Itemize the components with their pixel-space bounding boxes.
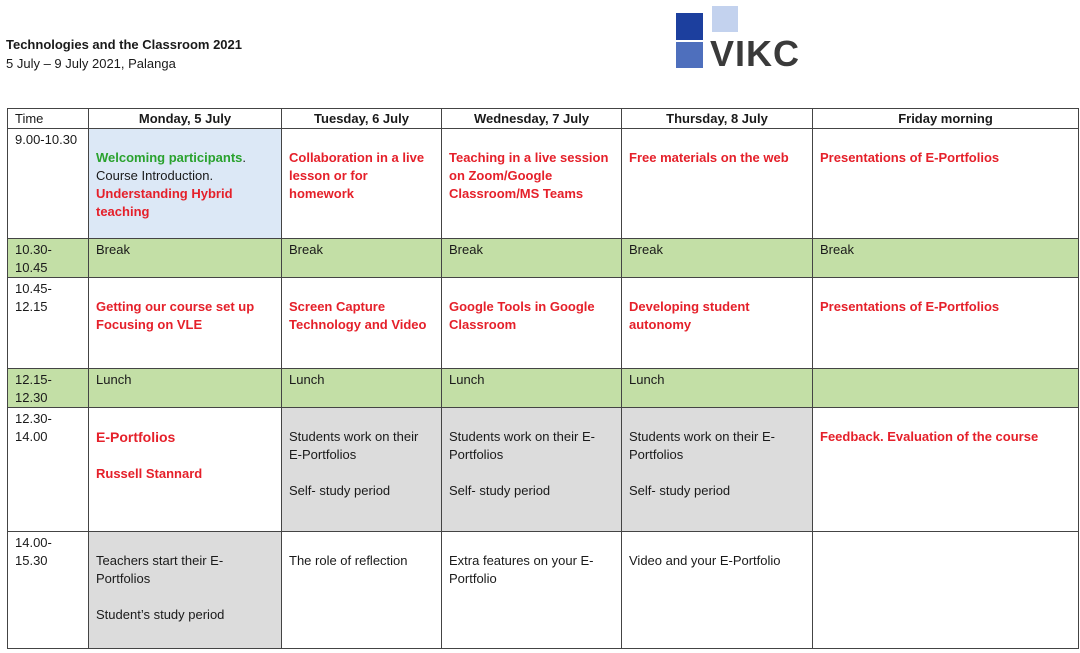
break-cell: Break — [622, 239, 813, 278]
table-row — [8, 369, 1079, 408]
session-cell — [813, 532, 1079, 649]
logo-square-mid — [676, 42, 703, 68]
header-time: Time — [8, 109, 89, 129]
session-text: Students work on their E-Portfolios — [629, 429, 775, 462]
session-cell: Developing student autonomy — [622, 278, 813, 369]
time-cell: 9.00-10.30 — [8, 129, 89, 239]
break-cell: Break — [89, 239, 282, 278]
session-cell: Free materials on the web — [622, 129, 813, 239]
self-study-cell — [89, 532, 282, 649]
table-row — [8, 129, 1079, 239]
session-text: . — [242, 150, 247, 165]
session-cell: Presentations of E-Portfolios — [813, 129, 1079, 239]
session-cell: Teaching in a live session on Zoom/Google Classroom/MS Teams — [442, 129, 622, 239]
vikc-logo — [676, 6, 806, 74]
self-study-cell — [622, 408, 813, 532]
time-cell: 10.30-10.45 — [8, 239, 89, 278]
session-text: Students work on their E-Portfolios — [289, 429, 419, 462]
time-cell: 14.00-15.30 — [8, 532, 89, 649]
table-row — [8, 239, 1079, 278]
session-highlight: Understanding Hybrid teaching — [96, 186, 233, 219]
time-cell: 12.30-14.00 — [8, 408, 89, 532]
self-study-cell — [282, 408, 442, 532]
session-cell: Screen Capture Technology and Video — [282, 278, 442, 369]
header-tuesday: Tuesday, 6 July — [282, 109, 442, 129]
lunch-cell: Lunch — [282, 369, 442, 408]
session-text: Self- study period — [629, 483, 731, 498]
header-monday: Monday, 5 July — [89, 109, 282, 129]
self-study-cell — [442, 408, 622, 532]
lunch-cell: Lunch — [442, 369, 622, 408]
session-cell — [89, 408, 282, 532]
table-row — [8, 278, 1079, 369]
time-cell: 12.15-12.30 — [8, 369, 89, 408]
session-text: Teachers start their E-Portfolios — [96, 553, 224, 586]
session-text: Student’s study period — [96, 607, 225, 622]
session-highlight: E-Portfolios — [96, 429, 176, 445]
session-cell: Getting our course set up Focusing on VLE — [89, 278, 282, 369]
session-cell: The role of reflection — [282, 532, 442, 649]
document-subtitle: 5 July – 9 July 2021, Palanga — [6, 56, 176, 71]
break-cell: Break — [813, 239, 1079, 278]
session-cell: Collaboration in a live lesson or for homework — [282, 129, 442, 239]
header-friday: Friday morning — [813, 109, 1079, 129]
session-text: Self- study period — [289, 483, 391, 498]
logo-square-light — [712, 6, 738, 32]
table-row — [8, 532, 1079, 649]
session-cell: Google Tools in Google Classroom — [442, 278, 622, 369]
session-text: Course Introduction. — [96, 168, 214, 183]
break-cell: Break — [442, 239, 622, 278]
session-cell: Presentations of E-Portfolios — [813, 278, 1079, 369]
session-cell: Video and your E-Portfolio — [622, 532, 813, 649]
logo-square-dark — [676, 13, 703, 40]
table-header-row — [8, 109, 1079, 129]
logo-text: VIKC — [710, 33, 801, 74]
table-row — [8, 408, 1079, 532]
presenter-name: Russell Stannard — [96, 466, 203, 481]
session-cell: Extra features on your E-Portfolio — [442, 532, 622, 649]
lunch-cell — [813, 369, 1079, 408]
lunch-cell: Lunch — [622, 369, 813, 408]
session-cell: Feedback. Evaluation of the course — [813, 408, 1079, 532]
break-cell: Break — [282, 239, 442, 278]
header-wednesday: Wednesday, 7 July — [442, 109, 622, 129]
time-cell: 10.45-12.15 — [8, 278, 89, 369]
lunch-cell: Lunch — [89, 369, 282, 408]
session-highlight: Welcoming participants — [96, 150, 243, 165]
session-text: Self- study period — [449, 483, 551, 498]
session-cell — [89, 129, 282, 239]
session-text: Students work on their E-Portfolios — [449, 429, 595, 462]
header-thursday: Thursday, 8 July — [622, 109, 813, 129]
schedule-table — [7, 108, 1079, 649]
document-title: Technologies and the Classroom 2021 — [6, 37, 242, 52]
